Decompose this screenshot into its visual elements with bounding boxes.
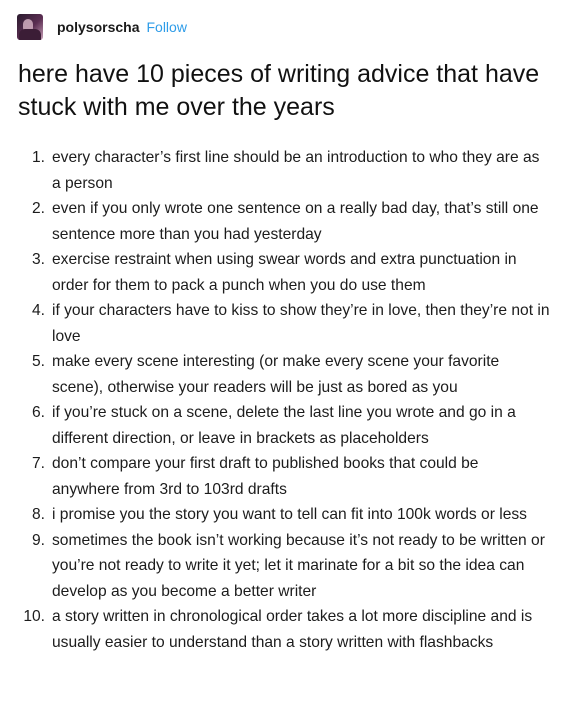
list-item xyxy=(18,528,550,605)
list-item xyxy=(18,247,550,298)
list-item xyxy=(18,502,550,528)
list-item-number: 2. xyxy=(31,200,45,217)
list-item-number: 8. xyxy=(31,506,45,523)
avatar-shoulders xyxy=(19,29,41,40)
list-item-text: if your characters have to kiss to show they’re in love, then they’re not in love xyxy=(52,302,550,345)
list-item xyxy=(18,349,550,400)
list-item xyxy=(18,298,550,349)
list-item-number: 9. xyxy=(31,531,45,549)
list-item xyxy=(18,145,550,196)
avatar[interactable] xyxy=(17,14,43,40)
list-item-number: 3. xyxy=(31,251,45,268)
post-title: here have 10 pieces of writing advice that have stuck with me over the years xyxy=(18,60,540,121)
list-item-number: 6. xyxy=(31,404,45,421)
list-item xyxy=(18,451,550,502)
username-link[interactable]: polysorscha xyxy=(57,19,140,35)
list-item-text: make every scene interesting (or make every scene your favorite scene), otherwise your readers will be just as bored as you xyxy=(52,353,500,396)
list-item-number: 4. xyxy=(31,302,45,319)
advice-list xyxy=(18,145,550,655)
list-item-number: 1. xyxy=(31,149,45,166)
post-header xyxy=(17,13,187,41)
list-item-text: a story written in chronological order takes a lot more discipline and is usually easier to understand than a story written with flashbacks xyxy=(52,608,533,651)
list-item xyxy=(18,196,550,247)
list-item-number: 10. xyxy=(23,608,45,625)
list-item-text: even if you only wrote one sentence on a really bad day, that’s still one sentence more than you had yesterday xyxy=(52,200,539,243)
list-item-number: 5. xyxy=(31,353,45,370)
list-item-text: exercise restraint when using swear words and extra punctuation in order for them to pack a punch when you do use them xyxy=(52,251,517,294)
follow-button[interactable]: Follow xyxy=(146,19,187,35)
list-item-number: 7. xyxy=(31,455,45,472)
list-item-text: don’t compare your first draft to published books that could be anywhere from 3rd to 103rd drafts xyxy=(52,455,479,498)
list-item xyxy=(18,400,550,451)
list-item-text: if you’re stuck on a scene, delete the last line you wrote and go in a different direction, or leave in brackets as placeholders xyxy=(52,404,516,447)
list-item-text: sometimes the book isn’t working because it’s not ready to be written or you’re not ready to write it yet; let it marinate for a bit so the idea can develop as you become a better writer xyxy=(52,531,545,600)
list-item-text: i promise you the story you want to tell can fit into 100k words or less xyxy=(52,506,527,523)
list-item xyxy=(18,604,550,655)
list-item-text: every character’s first line should be an introduction to who they are as a person xyxy=(52,149,540,192)
